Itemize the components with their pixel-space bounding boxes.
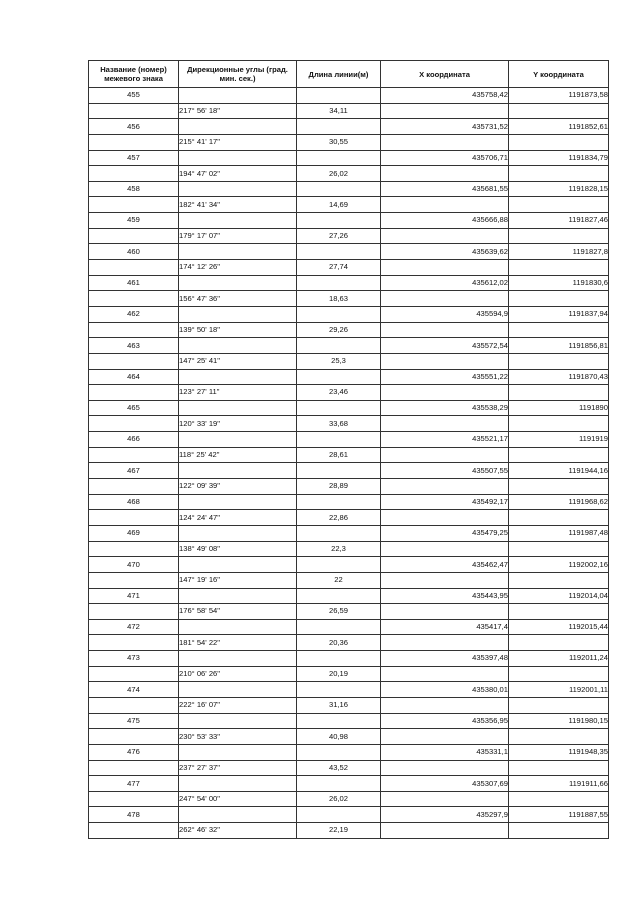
point-row	[89, 588, 609, 604]
empty-cell	[509, 416, 609, 432]
empty-cell	[179, 807, 297, 823]
empty-cell	[297, 557, 381, 573]
table-body	[89, 88, 609, 839]
empty-cell	[381, 260, 509, 276]
y-coordinate: 1192001,11	[509, 682, 609, 698]
empty-cell	[509, 604, 609, 620]
y-coordinate: 1191834,79	[509, 150, 609, 166]
empty-cell	[381, 166, 509, 182]
segment-row	[89, 197, 609, 213]
empty-cell	[89, 635, 179, 651]
empty-cell	[179, 369, 297, 385]
direction-angle: 124° 24' 47"	[179, 510, 297, 526]
y-coordinate: 1191887,55	[509, 807, 609, 823]
x-coordinate: 435594,9	[381, 306, 509, 322]
empty-cell	[381, 322, 509, 338]
line-length: 20,36	[297, 635, 381, 651]
line-length: 26,02	[297, 166, 381, 182]
point-number: 469	[89, 525, 179, 541]
empty-cell	[179, 275, 297, 291]
direction-angle: 194° 47' 02"	[179, 166, 297, 182]
x-coordinate: 435758,42	[381, 88, 509, 104]
empty-cell	[179, 588, 297, 604]
header-x: X координата	[381, 61, 509, 88]
point-number: 472	[89, 619, 179, 635]
empty-cell	[179, 119, 297, 135]
empty-cell	[381, 353, 509, 369]
y-coordinate: 1191856,81	[509, 338, 609, 354]
empty-cell	[179, 181, 297, 197]
point-row	[89, 369, 609, 385]
segment-row	[89, 729, 609, 745]
empty-cell	[381, 416, 509, 432]
point-row	[89, 244, 609, 260]
segment-row	[89, 760, 609, 776]
point-number: 470	[89, 557, 179, 573]
y-coordinate: 1191944,16	[509, 463, 609, 479]
segment-row	[89, 322, 609, 338]
y-coordinate: 1191987,48	[509, 525, 609, 541]
point-row	[89, 88, 609, 104]
empty-cell	[509, 260, 609, 276]
empty-cell	[179, 213, 297, 229]
point-number: 458	[89, 181, 179, 197]
line-length: 22,3	[297, 541, 381, 557]
empty-cell	[297, 494, 381, 510]
header-angle: Дирекционные углы (град. мин. сек.)	[179, 61, 297, 88]
empty-cell	[509, 760, 609, 776]
empty-cell	[509, 791, 609, 807]
line-length: 26,59	[297, 604, 381, 620]
line-length: 27,26	[297, 228, 381, 244]
line-length: 18,63	[297, 291, 381, 307]
direction-angle: 138° 49' 08"	[179, 541, 297, 557]
header-y: Y координата	[509, 61, 609, 88]
line-length: 43,52	[297, 760, 381, 776]
empty-cell	[179, 619, 297, 635]
empty-cell	[89, 228, 179, 244]
point-row	[89, 400, 609, 416]
empty-cell	[89, 322, 179, 338]
empty-cell	[381, 666, 509, 682]
point-row	[89, 432, 609, 448]
empty-cell	[297, 306, 381, 322]
empty-cell	[509, 635, 609, 651]
empty-cell	[509, 823, 609, 839]
point-number: 457	[89, 150, 179, 166]
empty-cell	[381, 197, 509, 213]
segment-row	[89, 572, 609, 588]
empty-cell	[179, 88, 297, 104]
header-length: Длина линии(м)	[297, 61, 381, 88]
empty-cell	[89, 697, 179, 713]
y-coordinate: 1191890	[509, 400, 609, 416]
x-coordinate: 435521,17	[381, 432, 509, 448]
y-coordinate: 1191852,61	[509, 119, 609, 135]
point-number: 475	[89, 713, 179, 729]
segment-row	[89, 447, 609, 463]
segment-row	[89, 353, 609, 369]
direction-angle: 210° 06' 26"	[179, 666, 297, 682]
direction-angle: 217° 56' 18"	[179, 103, 297, 119]
empty-cell	[297, 400, 381, 416]
y-coordinate: 1191827,46	[509, 213, 609, 229]
segment-row	[89, 385, 609, 401]
x-coordinate: 435331,1	[381, 744, 509, 760]
point-row	[89, 338, 609, 354]
point-row	[89, 119, 609, 135]
x-coordinate: 435551,22	[381, 369, 509, 385]
y-coordinate: 1191968,62	[509, 494, 609, 510]
empty-cell	[509, 197, 609, 213]
segment-row	[89, 479, 609, 495]
segment-row	[89, 103, 609, 119]
point-row	[89, 651, 609, 667]
empty-cell	[509, 729, 609, 745]
line-length: 26,02	[297, 791, 381, 807]
point-row	[89, 213, 609, 229]
segment-row	[89, 635, 609, 651]
empty-cell	[89, 760, 179, 776]
empty-cell	[381, 134, 509, 150]
empty-cell	[381, 729, 509, 745]
empty-cell	[509, 385, 609, 401]
empty-cell	[509, 666, 609, 682]
y-coordinate: 1192014,04	[509, 588, 609, 604]
table-header-row	[89, 61, 609, 88]
y-coordinate: 1192015,44	[509, 619, 609, 635]
segment-row	[89, 510, 609, 526]
empty-cell	[89, 134, 179, 150]
x-coordinate: 435397,48	[381, 651, 509, 667]
empty-cell	[297, 651, 381, 667]
point-number: 471	[89, 588, 179, 604]
empty-cell	[509, 322, 609, 338]
point-number: 474	[89, 682, 179, 698]
empty-cell	[381, 697, 509, 713]
direction-angle: 262° 46' 32"	[179, 823, 297, 839]
empty-cell	[381, 103, 509, 119]
empty-cell	[179, 744, 297, 760]
direction-angle: 156° 47' 36"	[179, 291, 297, 307]
x-coordinate: 435681,55	[381, 181, 509, 197]
direction-angle: 174° 12' 26"	[179, 260, 297, 276]
point-row	[89, 181, 609, 197]
line-length: 22,86	[297, 510, 381, 526]
line-length: 23,46	[297, 385, 381, 401]
y-coordinate: 1191837,94	[509, 306, 609, 322]
direction-angle: 123° 27' 11"	[179, 385, 297, 401]
empty-cell	[179, 400, 297, 416]
empty-cell	[297, 213, 381, 229]
line-length: 40,98	[297, 729, 381, 745]
point-number: 462	[89, 306, 179, 322]
point-row	[89, 494, 609, 510]
header-name: Название (номер) межевого знака	[89, 61, 179, 88]
x-coordinate: 435462,47	[381, 557, 509, 573]
y-coordinate: 1191948,35	[509, 744, 609, 760]
empty-cell	[89, 197, 179, 213]
empty-cell	[297, 619, 381, 635]
direction-angle: 247° 54' 00"	[179, 791, 297, 807]
empty-cell	[509, 291, 609, 307]
direction-angle: 147° 19' 16"	[179, 572, 297, 588]
empty-cell	[297, 588, 381, 604]
x-coordinate: 435479,25	[381, 525, 509, 541]
empty-cell	[297, 744, 381, 760]
direction-angle: 139° 50' 18"	[179, 322, 297, 338]
y-coordinate: 1191919	[509, 432, 609, 448]
empty-cell	[89, 729, 179, 745]
empty-cell	[297, 88, 381, 104]
segment-row	[89, 604, 609, 620]
line-length: 20,19	[297, 666, 381, 682]
empty-cell	[179, 150, 297, 166]
x-coordinate: 435307,69	[381, 776, 509, 792]
x-coordinate: 435639,62	[381, 244, 509, 260]
x-coordinate: 435572,54	[381, 338, 509, 354]
y-coordinate: 1191830,6	[509, 275, 609, 291]
empty-cell	[179, 651, 297, 667]
empty-cell	[297, 338, 381, 354]
empty-cell	[509, 103, 609, 119]
point-row	[89, 463, 609, 479]
point-number: 478	[89, 807, 179, 823]
empty-cell	[179, 244, 297, 260]
direction-angle: 230° 53' 33"	[179, 729, 297, 745]
empty-cell	[297, 119, 381, 135]
x-coordinate: 435706,71	[381, 150, 509, 166]
segment-row	[89, 260, 609, 276]
empty-cell	[179, 682, 297, 698]
empty-cell	[297, 682, 381, 698]
x-coordinate: 435612,02	[381, 275, 509, 291]
empty-cell	[179, 776, 297, 792]
line-length: 22,19	[297, 823, 381, 839]
empty-cell	[297, 275, 381, 291]
point-row	[89, 150, 609, 166]
direction-angle: 147° 25' 41"	[179, 353, 297, 369]
point-number: 455	[89, 88, 179, 104]
point-number: 460	[89, 244, 179, 260]
point-row	[89, 619, 609, 635]
empty-cell	[509, 572, 609, 588]
empty-cell	[381, 791, 509, 807]
point-row	[89, 744, 609, 760]
x-coordinate: 435443,95	[381, 588, 509, 604]
y-coordinate: 1191870,43	[509, 369, 609, 385]
x-coordinate: 435507,55	[381, 463, 509, 479]
point-number: 477	[89, 776, 179, 792]
y-coordinate: 1191911,66	[509, 776, 609, 792]
empty-cell	[297, 369, 381, 385]
line-length: 28,61	[297, 447, 381, 463]
point-number: 463	[89, 338, 179, 354]
line-length: 29,26	[297, 322, 381, 338]
x-coordinate: 435538,29	[381, 400, 509, 416]
empty-cell	[89, 541, 179, 557]
segment-row	[89, 541, 609, 557]
y-coordinate: 1191980,15	[509, 713, 609, 729]
empty-cell	[297, 463, 381, 479]
point-number: 464	[89, 369, 179, 385]
empty-cell	[381, 479, 509, 495]
point-number: 473	[89, 651, 179, 667]
point-number: 476	[89, 744, 179, 760]
empty-cell	[381, 541, 509, 557]
point-number: 461	[89, 275, 179, 291]
line-length: 22	[297, 572, 381, 588]
segment-row	[89, 134, 609, 150]
empty-cell	[297, 713, 381, 729]
segment-row	[89, 416, 609, 432]
empty-cell	[179, 306, 297, 322]
point-row	[89, 713, 609, 729]
x-coordinate: 435356,95	[381, 713, 509, 729]
y-coordinate: 1192011,24	[509, 651, 609, 667]
point-number: 459	[89, 213, 179, 229]
empty-cell	[89, 791, 179, 807]
empty-cell	[89, 479, 179, 495]
empty-cell	[381, 635, 509, 651]
empty-cell	[509, 134, 609, 150]
x-coordinate: 435417,4	[381, 619, 509, 635]
empty-cell	[89, 572, 179, 588]
empty-cell	[509, 166, 609, 182]
empty-cell	[381, 228, 509, 244]
line-length: 30,55	[297, 134, 381, 150]
empty-cell	[179, 494, 297, 510]
empty-cell	[89, 353, 179, 369]
segment-row	[89, 697, 609, 713]
direction-angle: 237° 27' 37"	[179, 760, 297, 776]
segment-row	[89, 291, 609, 307]
y-coordinate: 1191827,8	[509, 244, 609, 260]
empty-cell	[297, 776, 381, 792]
empty-cell	[179, 713, 297, 729]
point-row	[89, 776, 609, 792]
segment-row	[89, 228, 609, 244]
point-number: 456	[89, 119, 179, 135]
empty-cell	[381, 572, 509, 588]
empty-cell	[89, 416, 179, 432]
empty-cell	[89, 447, 179, 463]
empty-cell	[297, 244, 381, 260]
empty-cell	[509, 228, 609, 244]
line-length: 27,74	[297, 260, 381, 276]
direction-angle: 118° 25' 42"	[179, 447, 297, 463]
direction-angle: 120° 33' 19"	[179, 416, 297, 432]
direction-angle: 176° 58' 54"	[179, 604, 297, 620]
point-row	[89, 525, 609, 541]
point-number: 467	[89, 463, 179, 479]
empty-cell	[381, 823, 509, 839]
direction-angle: 181° 54' 22"	[179, 635, 297, 651]
empty-cell	[381, 291, 509, 307]
y-coordinate: 1191828,15	[509, 181, 609, 197]
direction-angle: 215° 41' 17"	[179, 134, 297, 150]
empty-cell	[297, 150, 381, 166]
x-coordinate: 435492,17	[381, 494, 509, 510]
empty-cell	[89, 166, 179, 182]
y-coordinate: 1192002,16	[509, 557, 609, 573]
x-coordinate: 435666,88	[381, 213, 509, 229]
boundary-coordinates-table	[88, 60, 609, 839]
empty-cell	[89, 260, 179, 276]
empty-cell	[381, 385, 509, 401]
empty-cell	[179, 557, 297, 573]
x-coordinate: 435380,01	[381, 682, 509, 698]
empty-cell	[297, 807, 381, 823]
segment-row	[89, 791, 609, 807]
point-row	[89, 557, 609, 573]
line-length: 25,3	[297, 353, 381, 369]
empty-cell	[509, 697, 609, 713]
point-row	[89, 275, 609, 291]
point-number: 466	[89, 432, 179, 448]
empty-cell	[297, 432, 381, 448]
empty-cell	[179, 432, 297, 448]
empty-cell	[381, 604, 509, 620]
empty-cell	[89, 666, 179, 682]
direction-angle: 222° 16' 07"	[179, 697, 297, 713]
point-row	[89, 682, 609, 698]
empty-cell	[509, 447, 609, 463]
empty-cell	[179, 338, 297, 354]
empty-cell	[509, 353, 609, 369]
empty-cell	[179, 525, 297, 541]
line-length: 33,68	[297, 416, 381, 432]
empty-cell	[89, 385, 179, 401]
direction-angle: 179° 17' 07"	[179, 228, 297, 244]
empty-cell	[381, 510, 509, 526]
empty-cell	[381, 760, 509, 776]
y-coordinate: 1191873,58	[509, 88, 609, 104]
segment-row	[89, 666, 609, 682]
direction-angle: 122° 09' 39"	[179, 479, 297, 495]
segment-row	[89, 166, 609, 182]
point-number: 465	[89, 400, 179, 416]
empty-cell	[89, 291, 179, 307]
empty-cell	[509, 541, 609, 557]
point-number: 468	[89, 494, 179, 510]
line-length: 28,89	[297, 479, 381, 495]
line-length: 14,69	[297, 197, 381, 213]
empty-cell	[509, 510, 609, 526]
empty-cell	[509, 479, 609, 495]
empty-cell	[179, 463, 297, 479]
segment-row	[89, 823, 609, 839]
x-coordinate: 435297,9	[381, 807, 509, 823]
x-coordinate: 435731,52	[381, 119, 509, 135]
empty-cell	[89, 823, 179, 839]
empty-cell	[297, 181, 381, 197]
empty-cell	[89, 103, 179, 119]
empty-cell	[89, 510, 179, 526]
empty-cell	[381, 447, 509, 463]
empty-cell	[297, 525, 381, 541]
line-length: 34,11	[297, 103, 381, 119]
point-row	[89, 807, 609, 823]
line-length: 31,16	[297, 697, 381, 713]
point-row	[89, 306, 609, 322]
direction-angle: 182° 41' 34"	[179, 197, 297, 213]
empty-cell	[89, 604, 179, 620]
